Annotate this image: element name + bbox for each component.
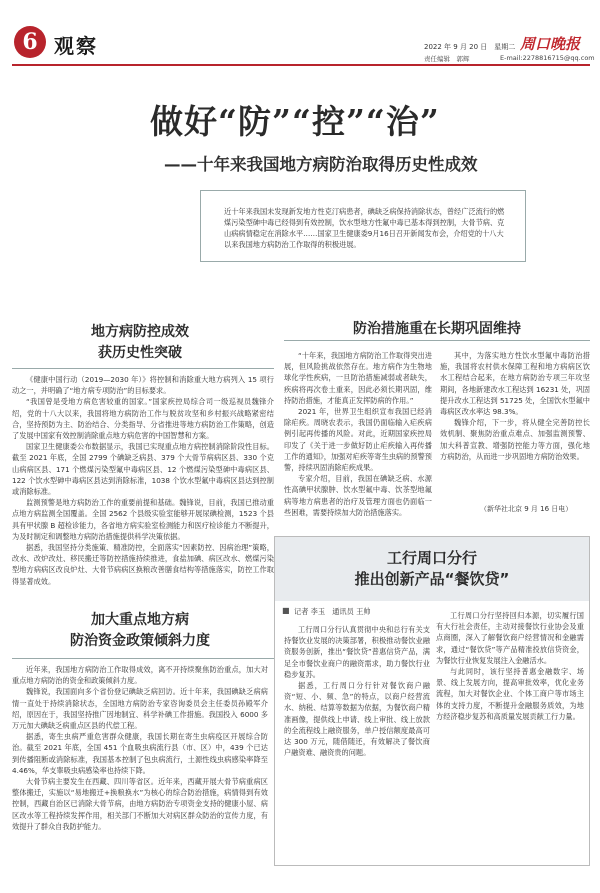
col2a-body-right xyxy=(440,350,590,500)
promo-body-right xyxy=(436,610,584,860)
promo-body-left xyxy=(284,624,430,860)
section-name: 观察 xyxy=(54,34,98,58)
masthead-divider xyxy=(12,64,590,66)
col1-paragraph: “我国曾是受地方病危害较重的国家。”国家疾控局综合司一级巡视员魏锋介绍，党的十八大以来，我国将地方病防治工作与脱贫攻坚和乡村振兴战略紧密结合，坚持预防为主、防治结合、分类指导、分省推进等地方病防治工作策略，创造了发展中国家有效控制消除重点地方病危害的中国智慧和方案。 xyxy=(12,397,274,441)
promo-paragraph: 与此同时，该行坚持普惠金融数字、场景、线上发展方向，提高审批效率，优化业务流程，加大对餐饮企业、个体工商户等市场主体的支持力度，不断提升金融服务质效，为地方经济稳步复苏和高质量发展贡献工行力量。 xyxy=(436,667,584,721)
page-number-badge: 6 xyxy=(14,26,46,58)
promo-heading-line1: 工行周口分行 xyxy=(386,549,477,567)
col2a-paragraph: 2021 年，世界卫生组织宣布我国已经消除疟疾。周晓农表示，我国仍面临输入疟疾病例引起再传播的风险。对此，近期国家疾控局印发了《关于进一步做好防止疟疾输入再传播工作的通知》，加强对疟疾等寄生虫病的预警预警，持续巩固消除疟疾成果。 xyxy=(284,407,432,473)
promo-paragraph: 工行周口分行认真贯彻中央和总行有关支持餐饮业发展的决策部署，积极推动餐饮业融资服务创新，推出“餐饮贷”普惠信贷产品，满足全市餐饮业商户的融资需求，助力餐饮行业稳步复苏。 xyxy=(284,625,430,679)
col1b-heading-line1: 加大重点地方病 xyxy=(91,612,189,628)
main-headline: 做好“防”“控”“治” xyxy=(150,102,440,141)
promo-heading-line2: 推出创新产品“餐饮贷” xyxy=(354,570,510,588)
col1-heading-line2: 获历史性突破 xyxy=(98,345,182,361)
news-agency-credit: （新华社北京 9 月 16 日电） xyxy=(480,505,573,513)
col2-heading: 防治措施重在长期巩固维持 xyxy=(353,321,521,337)
col1-heading xyxy=(40,322,240,364)
lead-paragraph: 近十年来我国未发现新发地方性克汀病患者，碘缺乏病保持消除状态，曾经广泛流行的燃煤污染型砷中毒已经得到有效控制，饮水型地方性氟中毒已基本得到控制，大骨节病、克山病病情稳定在消除水平……国家卫生健康委9月16日召开新闻发布会，介绍党的十八大以来我国地方病防治工作取得的积极进展。 xyxy=(224,207,505,249)
col1b-paragraph: 大骨节病主要发生在西藏、四川等省区。近年来，西藏开展大骨节病重病区整体搬迁，实施以“易地搬迁+换粮换水”为核心的综合防治措施，病情得到有效控制，西藏自治区已消除大骨节病，由地方病防治专项资金支持的健康小屋、病区改水等工程持续发挥作用，相关部门不断加大对病区群众防治的宣传力度，有效提升了群众自我防护能力。 xyxy=(12,777,268,831)
square-bullet-icon: ■ xyxy=(282,606,290,615)
col1b-paragraph: 据悉，寄生虫病严重危害群众健康，我国长期在寄生虫病疫区开展综合防治。截至 2021 年底，全国 451 个血吸虫病流行县（市、区）中，439 个已达到传播阻断或消除标准，我国基本控制了包虫病流行，土源性线虫病感染率降至 4.46%，华支睾吸虫病感染率也持续下降。 xyxy=(12,732,268,775)
col1b-heading xyxy=(40,610,240,652)
col2a-paragraph: “十年来，我国地方病防治工作取得突出进展，但风险挑战依然存在。地方病作为生物地球化学性疾病，一旦防治措施减弱或者缺失，疾病将再次卷土重来，因此必须长期巩固，维持防治措施，才能真正发挥防病的作用。” xyxy=(284,351,432,405)
promo-paragraph: 工行周口分行坚持回归本源，切实履行国有大行社会责任，主动对接餐饮行业协会及重点商圈，深入了解餐饮商户经营情况和金融需求，通过“餐饮贷”等产品精准投放信贷资金，为餐饮行业恢复发展注入金融活水。 xyxy=(436,611,584,665)
col2a-paragraph: 专家介绍，目前，我国在碘缺乏病、水源性高碘甲状腺肿、饮水型氟中毒、饮茶型地氟病等地方病患者的治疗及管理方面也仍面临一些困难，需要持续加大防治措施落实。 xyxy=(284,474,432,517)
col1-paragraph: 国家卫生健康委公布数据显示，我国已实现重点地方病控制消除阶段性目标。截至 2021 年底，全国 2799 个碘缺乏病县、379 个大骨节病病区县、330 个克山病病区县、171 个燃煤污染型氟中毒病区县、12 个燃煤污染型砷中毒病区县、122 个饮水型砷中毒病区县达到消除标准，1038 个饮水型氟中毒病区县达到控制或消除标准。 xyxy=(12,442,274,497)
col1-paragraph: 监测预警是地方病防治工作的重要前提和基础。魏锋说，目前，我国已推动重点地方病监测全国覆盖。全国 2562 个县级实验室能够开展尿碘检测，1523 个县具有甲状腺 B 超检诊能力，各省地方病实验室检测能力和医疗检诊能力不断提升，为及时制定和调整地方病防治措施提供科学决策依据。 xyxy=(12,498,274,541)
newspaper-logo: 周口晚报 xyxy=(520,35,581,53)
promo-heading xyxy=(274,548,590,590)
promo-paragraph: 据悉，工行周口分行针对餐饮商户融资“短、小、频、急”的特点，以商户经营流水、纳税、结算等数据为依据，为餐饮商户精准画像，提供线上申请、线上审批、线上放款的全流程线上融资服务，单户授信额度最高可达 300 万元，随借随还，有效解决了餐饮商户融资难、融资贵的问题。 xyxy=(284,681,430,758)
col2a-paragraph: 其中，为落实地方性饮水型氟中毒防治措施，我国将农村供水保障工程和地方病病区饮水工程结合起来，在地方病防治专项三年攻坚期间，各地新建改水工程达到 16231 处，巩固提升改水工程达到 51725 处，全国饮水型氟中毒病区改水率达 98.3%。 xyxy=(440,351,590,417)
main-subheadline: ——十年来我国地方病防治取得历史性成效 xyxy=(164,155,478,174)
col1-heading-rule xyxy=(12,368,274,369)
promo-byline: 记者 李玉 通讯员 王帅 xyxy=(294,607,371,616)
col1b-heading-rule xyxy=(12,658,274,659)
col2-heading-rule xyxy=(284,340,590,341)
col1-paragraph: 据悉，我国坚持分类施策、精准防控，全面落实“因素防控、因病治理”策略，改水、改炉改灶、移民搬迁等防控措施持续推进，食盐加碘、病区改水、燃煤污染型地方病病区改良炉灶、大骨节病病区换粮改善膳食结构等措施落实，防控工作取得显著成效。 xyxy=(12,543,274,586)
col2a-paragraph: 魏锋介绍，下一步，将从健全完善防控长效机制、聚焦防治重点难点、加强监测预警、加大科普宣教、增强防控能力等方面，强化地方病防治，从而进一步巩固地方病防治效果。 xyxy=(440,418,590,461)
col1b-body xyxy=(12,664,268,868)
editor-email: E-mail:2278816715@qq.com xyxy=(500,54,595,62)
masthead xyxy=(0,0,600,62)
col1-paragraph: 《健康中国行动（2019—2030 年）》将控制和消除重大地方病列入 15 项行动之一，并明确了“地方病专项防治”的目标要求。 xyxy=(12,375,274,396)
col1b-heading-line2: 防治资金政策倾斜力度 xyxy=(70,633,210,649)
col1b-paragraph: 魏锋说，我国面向多个省份登记碘缺乏病回访。近十年来，我国碘缺乏病病情一直处于持续消除状态，全国地方病防治专家咨询委员会主任委员孙殿军介绍，原因在于，我国坚持推广因地制宜、科学补碘工作措施。我国投入 6000 多万元加大碘缺乏病重点区县的代偿工程。 xyxy=(12,687,268,731)
col1-heading-line1: 地方病防控成效 xyxy=(91,324,189,340)
issue-date: 2022 年 9 月 20 日 星期二 xyxy=(424,43,516,51)
col1b-paragraph: 近年来，我国地方病防治工作取得成效，离不开持续聚焦防治重点，加大对重点地方病防治的资金和政策倾斜力度。 xyxy=(12,665,268,686)
editor-credit: 责任编辑 郭辉 xyxy=(424,55,470,63)
col2a-body-left xyxy=(284,350,432,534)
col1-body xyxy=(12,374,274,586)
